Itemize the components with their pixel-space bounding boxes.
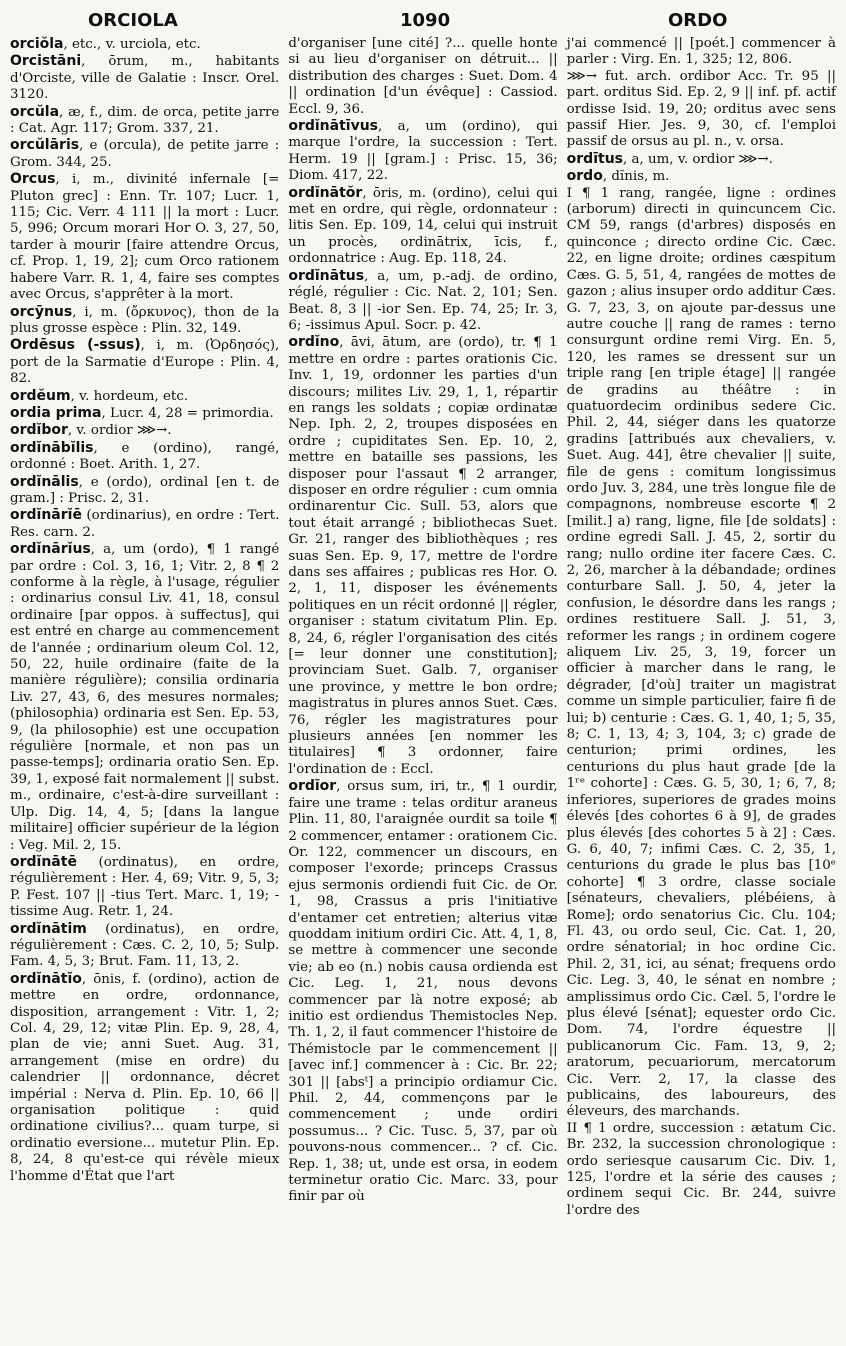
entry-definition: , a, um (ordino), qui marque l'ordre, la succession : Tert. Herm. 19 || [gram.] : Prisc. 15, 36; Diom. 417, 22. <box>288 119 558 184</box>
entry-definition: , i, m., divinité infernale [= Pluton grec] : Enn. Tr. 107; Lucr. 1, 115; Cic. Verr. 4 111 || la mort : Lucr. 5, 996; Orcum morari Hor O. 3, 27, 50, tarder à mourir [faire attendre Orcus, cf. Prop. 1, 19, 2]; cum Orco rationem habere Varr. R. 1, 4, faire ses comptes avec Orcus, s'apprêter à la mort. <box>10 172 280 303</box>
dictionary-entry <box>10 507 279 541</box>
entry-headword: orciŏla <box>10 36 64 52</box>
entry-headword: ordo <box>566 168 603 185</box>
dictionary-entry <box>10 921 279 971</box>
text-columns <box>6 36 840 1344</box>
page-header <box>0 0 846 34</box>
entry-definition: ⋙→ fut. arch. ordibor Acc. Tr. 95 || part. orditus Sid. Ep. 2, 9 || inf. pf. actif ordisse Isid. 19, 20; orditus avec sens passif Hier. Jes. 9, 30, cf. l'emploi passif de orsus au pl. n., v. orsa. <box>566 68 836 150</box>
dictionary-entry <box>288 118 557 185</box>
entry-headword: ordĭnābĭlis <box>10 439 94 456</box>
dictionary-entry <box>288 268 557 335</box>
entry-definition: , ōrum, m., habitants d'Orciste, ville de Galatie : Inscr. Orel. 3120. <box>10 54 280 103</box>
entry-headword: ordĭbor <box>10 422 68 439</box>
entry-headword: ordītus <box>566 150 623 167</box>
dictionary-entry <box>288 185 557 268</box>
entry-definition: , ōris, m. (ordino), celui qui met en ordre, qui règle, ordonnateur : litis Sen. Ep. 109, 14, celui qui instruit un procès, ordinātrix, īcis, f., ordonnatrice : Aug. Ep. 118, 24. <box>288 185 558 267</box>
entry-headword: ordĭnātīvus <box>288 118 379 135</box>
entry-definition: , i, m. (ὄρκυνος), thon de la plus grosse espèce : Plin. 32, 149. <box>10 304 280 336</box>
entry-definition: , a, um (ordo), ¶ 1 rangé par ordre : Col. 3, 16, 1; Vitr. 2, 8 ¶ 2 conforme à la règle, à l'usage, régulier : ordinarius consul Liv. 41, 18, consul ordinaire [par oppos. à suffectus], qui est entré en charge au commencement de l'année ; ordinarium oleum Col. 12, 50, 22, huile ordinaire (faite de la manière régulière); consilia ordinaria Liv. 27, 43, 6, des mesures normales; (philosophia) ordinaria est Sen. Ep. 53, 9, (la philosophie) est une occupation régulière [normale, et non pas un passe-temps]; ordinaria oratio Sen. Ep. 39, 1, exposé fait normalement || subst. m., ordinaire, c'est-à-dire surveillant : Ulp. Dig. 14, 4, 5; [dans la langue militaire] officier supérieur de la légion : Veg. Mil. 2, 15. <box>10 542 280 853</box>
entry-definition: , a, um, v. ordior ⋙→. <box>623 151 773 167</box>
dictionary-entry <box>10 405 279 422</box>
entry-definition: , etc., v. urciola, etc. <box>63 37 201 52</box>
entry-definition: , e (ordino), rangé, ordonné : Boet. Arith. 1, 27. <box>10 440 280 473</box>
entry-definition: , v. ordior ⋙→. <box>67 423 172 439</box>
entry-definition: , a, um, p.-adj. de ordino, réglé, régulier : Cic. Nat. 2, 101; Sen. Beat. 8, 3 || -ior Sen. Ep. 74, 25; Ir. 3, 6; -issimus Apul. Socr. p. 42. <box>288 268 558 333</box>
entry-headword: orcŭla <box>10 103 60 120</box>
entry-headword: Orcistāni <box>10 53 82 70</box>
entry-definition: , ōnis, f. (ordino), action de mettre en ordre, ordonnance, disposition, arrangement : Vitr. 1, 2; Col. 4, 29, 12; vitæ Plin. Ep. 9, 28, 4, plan de vie; anni Suet. Aug. 31, arrangement (mise en ordre) du calendrier || ordonnance, décret impérial : Nerva d. Plin. Ep. 10, 66 || organisation politique : quid ordinatione civilius?... quam turpe, si ordinatio eversione... mutetur Plin. Ep. 8, 24, 8 qu'est-ce qui révèle mieux l'homme d'État que l'art <box>10 971 280 1184</box>
entry-headword: ordĭnārĭus <box>10 541 91 558</box>
dictionary-entry <box>288 36 557 118</box>
entry-headword: ordĭnālis <box>10 473 79 490</box>
dictionary-entry <box>10 474 279 508</box>
entry-headword: Ordēsus (-ssus) <box>10 337 141 354</box>
entry-headword: orcȳnus <box>10 303 73 320</box>
dictionary-entry <box>567 69 836 151</box>
entry-definition: II ¶ 1 ordre, succession : ætatum Cic. Br. 232, la succession chronologique : ordo seriesque causarum Cic. Div. 1, 125, l'ordre et la série des causes ; ordinem sequi Cic. Br. 244, suivre l'ordre des <box>566 1120 836 1218</box>
dictionary-entry <box>10 104 279 138</box>
entry-headword: ordĭnātĭo <box>10 970 82 987</box>
dictionary-entry <box>10 854 279 921</box>
dictionary-entry <box>10 440 279 474</box>
column-1 <box>6 36 283 1344</box>
column-3 <box>562 36 840 1344</box>
entry-definition: , dĭnis, m. <box>602 169 670 185</box>
entry-definition: (ordinatus), en ordre, régulièrement : Her. 4, 69; Vitr. 9, 5, 3; P. Fest. 107 || -tius Tert. Marc. 1, 19; -tissime Aug. Retr. 1, 24. <box>10 854 280 920</box>
dictionary-entry <box>10 171 279 303</box>
entry-headword: ordĭnātŏr <box>288 184 363 201</box>
entry-headword: ordĕum <box>10 387 71 404</box>
entry-definition: , e (orcula), de petite jarre : Grom. 344, 25. <box>10 138 280 170</box>
entry-definition: d'organiser [une cité] ?... quelle honte si au lieu d'organiser on détruit... || distribution des charges : Suet. Dom. 4 || ordination [d'un évêque] : Cassiod. Eccl. 9, 36. <box>288 36 558 117</box>
entry-headword: orcŭlāris <box>10 137 80 154</box>
entry-headword: Orcus <box>10 171 56 188</box>
dictionary-entry <box>567 168 836 185</box>
column-2 <box>283 36 561 1344</box>
header-right-guideword: ORDO <box>668 10 728 31</box>
entry-headword: ordia prima <box>10 404 102 421</box>
dictionary-entry <box>10 53 279 103</box>
dictionary-entry <box>10 971 279 1185</box>
dictionary-entry <box>567 186 836 1121</box>
entry-definition: , v. hordeum, etc. <box>70 388 189 404</box>
entry-headword: ordĭno <box>288 334 340 351</box>
entry-headword: ordĭnārĭē <box>10 507 82 524</box>
entry-definition: , orsus sum, iri, tr., ¶ 1 ourdir, faire une trame : telas orditur araneus Plin. 11, 80, l'araignée ourdit sa toile ¶ 2 commencer, entamer : orationem Cic. Or. 122, commencer un discours, en composer l'exorde; princeps Crassus ejus sermonis ordiendi fuit Cic. de Or. 1, 98, Crassus a pris l'initiative d'entamer cet entretien; alterius vitæ quoddam initium ordiri Cic. Att. 4, 1, 8, se mettre à commencer une seconde vie; ab eo (n.) nobis causa ordienda est Cic. Leg. 1, 21, nous devons commencer par là notre exposé; ab initio est ordiendus Themistocles Nep. Th. 1, 2, il faut commencer l'histoire de Thémistocle par le commencement || [avec inf.] commencer à : Cic. Br. 22; 301 || [absᵗ] a principio ordiamur Cic. Phil. 2, 44, commençons par le commencement ; unde ordiri possumus... ? Cic. Tusc. 5, 37, par où pouvons-nous commencer... ? cf. Cic. Rep. 1, 38; ut, unde est orsa, in eodem terminetur oratio Cic. Marc. 33, pour finir par où <box>288 779 558 1205</box>
dictionary-entry <box>10 337 279 387</box>
entry-definition: (ordinatus), en ordre, régulièrement : Cæs. C. 2, 10, 5; Sulp. Fam. 4, 5, 3; Brut. Fam. 11, 13, 2. <box>10 921 280 970</box>
entry-definition: , æ, f., dim. de orca, petite jarre : Cat. Agr. 117; Grom. 337, 21. <box>10 104 280 137</box>
entry-definition: j'ai commencé || [poét.] commencer à parler : Virg. En. 1, 325; 12, 806. <box>566 36 836 68</box>
dictionary-entry <box>10 36 279 53</box>
dictionary-entry <box>10 137 279 171</box>
page-number: 1090 <box>400 10 451 31</box>
entry-definition: I ¶ 1 rang, rangée, ligne : ordines (arborum) directi in quincuncem Cic. CM 59, rangs (d'arbres) disposés en quinconce ; directo ordine Cic. Cæc. 22, en ligne droite; ordines cæspitum Cæs. G. 5, 51, 4, rangées de mottes de gazon ; alius insuper ordo additur Cæs. G. 7, 23, 3, on ajoute par-dessus une autre couche || rang de rames : terno consurgunt ordine remi Virg. En. 5, 120, les rames se dressent sur un triple rang [en triple étage] || rangée de gradins au théâtre : in quatuordecim ordinibus sedere Cic. Phil. 2, 44, siéger dans les quatorze gradins [attribués aux chevaliers, v. Suet. Aug. 44], être chevalier || suite, file de gens : comitum longissimus ordo Juv. 3, 284, une très longue file de compagnons, nombreuse escorte ¶ 2 [milit.] a) rang, ligne, file [de soldats] : ordine egredi Sall. J. 45, 2, sortir du rang; nullo ordine iter facere Cæs. C. 2, 26, marcher à la débandade; ordines conturbare Sall. J. 50, 4, jeter la confusion, le désordre dans les rangs ; ordines restituere Sall. J. 51, 3, reformer les rangs ; in ordinem cogere aliquem Liv. 25, 3, 19, forcer un officier à marcher dans le rang, le dégrader, [d'où] traiter un magistrat comme un simple particulier, faire fi de lui; b) centurie : Cæs. G. 1, 40, 1; 5, 35, 8; C. 1, 13, 4; 3, 104, 3; c) grade de centurion; primi ordines, les centurions du plus haut grade [de la 1ʳᵉ cohorte] : Cæs. G. 5, 30, 1; 6, 7, 8; inferiores, superiores de grades moins élevés [des cohortes 6 à 9], de grades plus élevés [des cohortes 5 à 2] : Cæs. G. 6, 40, 7; infimi Cæs. C. 2, 35, 1, centurions du grade le plus bas [10ᵉ cohorte] ¶ 3 ordre, classe sociale [sénateurs, chevaliers, plébéiens, à Rome]; ordo senatorius Cic. Clu. 104; Fl. 43, ou ordo seul, Cic. Cat. 1, 20, ordre sénatorial; in hoc ordine Cic. Phil. 2, 31, ici, au sénat; frequens ordo Cic. Leg. 3, 40, le sénat en nombre ; amplissimus ordo Cic. Cæl. 5, l'ordre le plus élevé [sénat]; equester ordo Cic. Dom. 74, l'ordre équestre || publicanorum Cic. Fam. 13, 9, 2; aratorum, pecuariorum, mercatorum Cic. Verr. 2, 17, la classe des publicains, des laboureurs, des éleveurs, des marchands. <box>566 185 836 1120</box>
entry-headword: ordĭnātē <box>10 853 77 870</box>
dictionary-entry <box>10 422 279 439</box>
entry-definition: , e (ordo), ordinal [en t. de gram.] : Prisc. 2, 31. <box>10 474 280 506</box>
header-left-guideword: ORCIOLA <box>88 10 178 31</box>
dictionary-entry <box>10 304 279 338</box>
dictionary-entry <box>567 1121 836 1219</box>
entry-definition: , Lucr. 4, 28 = primordia. <box>101 405 274 421</box>
entry-definition: , i, m. (Ὀρδησός), port de la Sarmatie d'Europe : Plin. 4, 82. <box>10 338 280 387</box>
entry-headword: ordĭnātus <box>288 267 365 284</box>
dictionary-entry <box>567 36 836 69</box>
dictionary-entry <box>288 778 557 1206</box>
dictionary-entry <box>10 388 279 405</box>
entry-definition: (ordinarius), en ordre : Tert. Res. carn. 2. <box>10 508 280 540</box>
dictionary-entry <box>288 334 557 778</box>
entry-definition: , āvi, ātum, are (ordo), tr. ¶ 1 mettre en ordre : partes orationis Cic. Inv. 1, 19, ordonner les parties d'un discours; milites Liv. 29, 1, 1, répartir en rangs les soldats ; copiæ ordinatæ Nep. Iph. 2, 2, troupes disposées en ordre ; cupiditates Sen. Ep. 10, 2, mettre en bataille ses passions, les disposer pour l'assaut ¶ 2 arranger, disposer en ordre régulier : cum omnia ordinarentur Cic. Sull. 53, alors que tout était arrangé ; bibliothecas Suet. Gr. 21, ranger des bibliothèques ; res suas Sen. Ep. 9, 17, mettre de l'ordre dans ses affaires ; publicas res Hor. O. 2, 1, 11, disposer les événements politiques en un récit ordonné || régler, organiser : statum civitatum Plin. Ep. 8, 24, 6, régler l'organisation des cités [= leur donner une constitution]; provinciam Suet. Galb. 7, organiser une province, y mettre le bon ordre; magistratus in plures annos Suet. Cæs. 76, régler les magistratures pour plusieurs années [en nommer les titulaires] ¶ 3 ordonner, faire l'ordination de : Eccl. <box>288 335 558 777</box>
entry-headword: ordĭnātim <box>10 920 87 937</box>
entry-headword: ordĭor <box>288 778 337 795</box>
dictionary-entry <box>10 541 279 854</box>
dictionary-entry <box>567 151 836 168</box>
